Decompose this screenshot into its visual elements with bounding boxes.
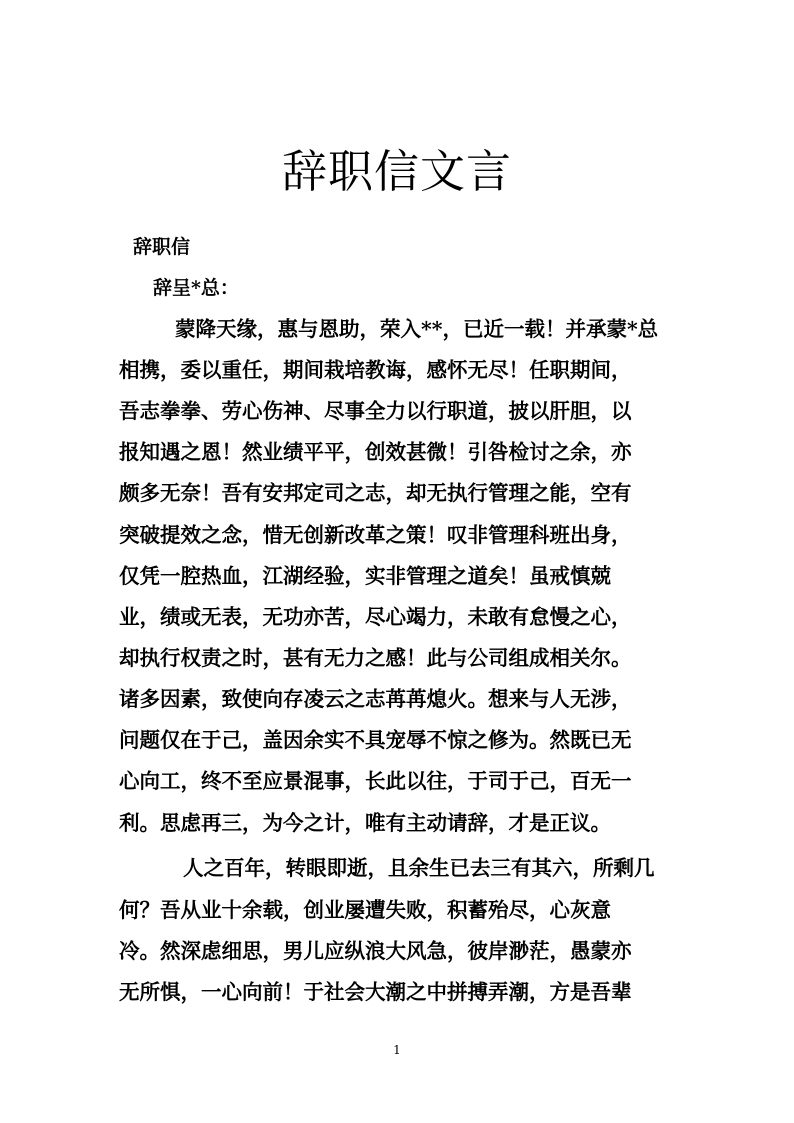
body-line: 颇多无奈！吾有安邦定司之志，却无执行管理之能，空有 [119,481,632,505]
body-line: 冷。然深虑细思，男儿应纵浪大风急，彼岸渺茫，愚蒙亦 [119,939,632,963]
body-line: 吾志拳拳、劳心伤神、尽事全力以行职道，披以肝胆，以 [119,399,632,423]
body-line: 人之百年，转眼即逝，且余生已去三有其六，所剩几 [183,856,655,880]
body-line: 何？吾从业十余载，创业屡遭失败，积蓄殆尽，心灰意 [119,898,611,922]
letter-salutation: 辞呈*总： [153,277,239,299]
body-line: 心向工，终不至应景混事，长此以往，于司于己，百无一 [119,769,632,793]
document-title: 辞职信文言 [281,145,512,198]
body-line: 诸多因素，致使向存凌云之志苒苒熄火。想来与人无涉， [119,687,632,711]
page-number: 1 [393,1043,401,1057]
body-line: 报知遇之恩！然业绩平平，创效甚微！引咎检讨之余，亦 [119,440,632,464]
body-line: 仅凭一腔热血，江湖经验，实非管理之道矣！虽戒慎兢 [119,564,611,588]
body-line: 突破提效之念，惜无创新改革之策！叹非管理科班出身， [119,523,632,547]
body-line: 相携，委以重任，期间栽培教诲，感怀无尽！任职期间， [119,358,632,382]
body-line: 却执行权责之时，甚有无力之感！此与公司组成相关尔。 [119,646,632,670]
body-line: 问题仅在于己，盖因余实不具宠辱不惊之修为。然既已无 [119,728,632,752]
body-line: 业，绩或无表，无功亦苦，尽心竭力，未敢有怠慢之心， [119,605,632,629]
body-line: 蒙降天缘，惠与恩助，荣入**，已近一载！并承蒙*总 [175,317,659,341]
body-line: 无所惧，一心向前！于社会大潮之中拼搏弄潮，方是吾辈 [119,980,632,1004]
letter-heading: 辞职信 [133,236,191,258]
body-line: 利。思虑再三，为今之计，唯有主动请辞，才是正议。 [119,811,611,835]
